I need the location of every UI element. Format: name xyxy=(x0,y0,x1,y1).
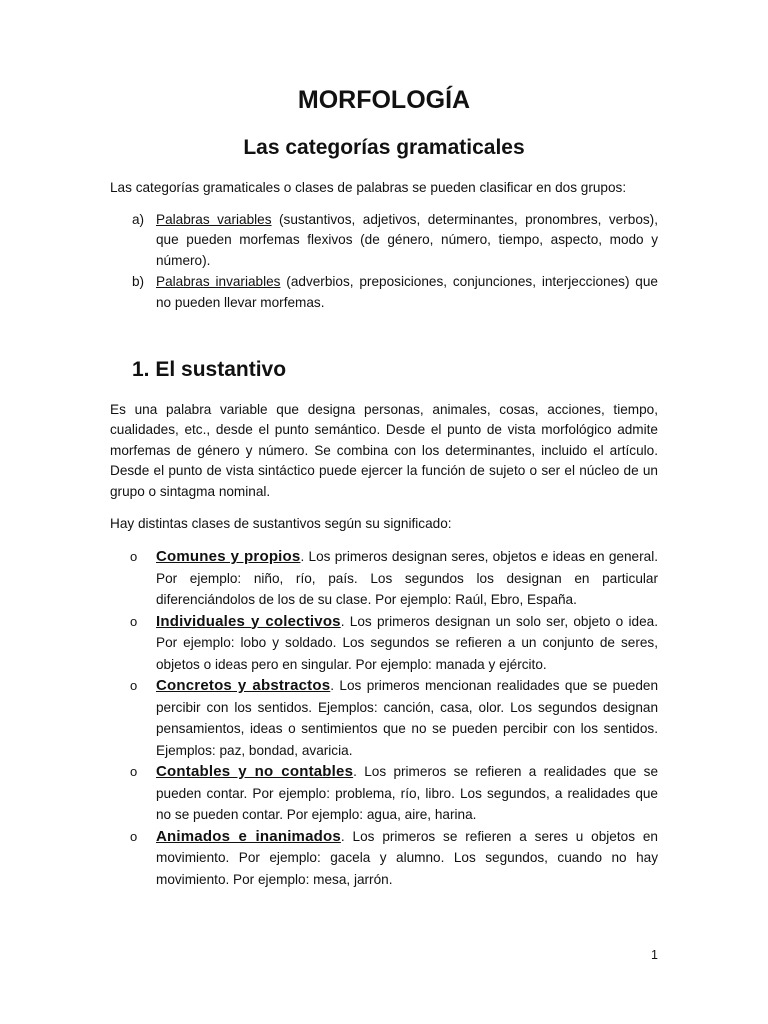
definition-paragraph: Es una palabra variable que designa personas, animales, cosas, acciones, tiempo, cualidades, etc., desde el punto semántico. Desde el punto de vista morfológico admite morfemas de género y número. Se combina con los determinantes, incluido el artículo. Desde el punto de vista sintáctico puede ejercer la función de sujeto o ser el núcleo de un grupo o sintagma nominal. xyxy=(110,402,658,499)
circle-bullet-icon: o xyxy=(130,613,138,629)
circle-bullet-icon: o xyxy=(130,678,138,693)
group-description: (adverbios, preposiciones, conjunciones, interjecciones) que no pueden llevar morfemas. xyxy=(156,274,658,310)
classes-intro: Hay distintas clases de sustantivos según su significado: xyxy=(110,516,452,531)
group-term: Palabras invariables xyxy=(156,274,281,290)
circle-bullet-icon: o xyxy=(130,764,138,779)
list-item xyxy=(110,761,658,826)
class-term: Contables y no contables xyxy=(156,763,354,780)
class-term: Animados e inanimados xyxy=(156,827,341,845)
class-description: . Los primeros se refieren a realidades que se pueden contar. Por ejemplo: problema, río, libro. Los segundos, a realidades que no se pueden contar. Por ejemplo: agua, aire, harina. xyxy=(156,764,658,822)
page-subtitle: Las categorías gramaticales xyxy=(243,136,525,159)
class-description: . Los primeros se refieren a seres u objetos en movimiento. Por ejemplo: gacela y alumno. Los segundos, cuando no hay movimiento. Por ejemplo: mesa, jarrón. xyxy=(156,828,658,887)
list-item xyxy=(110,210,658,271)
noun-classes-list xyxy=(110,546,658,890)
class-description: . Los primeros designan seres, objetos e ideas en general. Por ejemplo: niño, río, país. Los segundos los designan en particular diferenciándolos de los de su clase. Por ejemplo: Raúl, Ebro, España. xyxy=(156,549,658,607)
circle-bullet-icon: o xyxy=(130,828,138,844)
list-item xyxy=(110,272,658,313)
class-description: . Los primeros designan un solo ser, objeto o idea. Por ejemplo: lobo y soldado. Los segundos se refieren a un conjunto de seres, objetos o ideas pero en singular. Por ejemplo: manada y ejército. xyxy=(156,613,658,672)
group-description: (sustantivos, adjetivos, determinantes, pronombres, verbos), que pueden morfemas flexivos (de género, número, tiempo, aspecto, modo y número). xyxy=(156,212,658,268)
word-groups-list xyxy=(110,210,658,314)
list-marker: a) xyxy=(132,212,145,227)
class-term: Individuales y colectivos xyxy=(156,612,341,630)
section-heading: 1. El sustantivo xyxy=(132,358,287,381)
intro-paragraph: Las categorías gramaticales o clases de palabras se pueden clasificar en dos grupos: xyxy=(110,180,627,195)
page-number: 1 xyxy=(651,948,658,962)
list-item xyxy=(110,826,658,891)
page-title: MORFOLOGÍA xyxy=(297,86,471,114)
list-item xyxy=(110,675,658,761)
class-term: Comunes y propios xyxy=(156,548,301,565)
list-marker: b) xyxy=(132,274,145,290)
group-term: Palabras variables xyxy=(156,212,272,227)
list-item xyxy=(110,546,658,611)
circle-bullet-icon: o xyxy=(130,549,138,564)
list-item xyxy=(110,611,658,676)
class-term: Concretos y abstractos xyxy=(156,677,331,694)
class-description: . Los primeros mencionan realidades que se pueden percibir con los sentidos. Ejemplos: canción, casa, olor. Los segundos designan pensamientos, ideas o sentimientos que no se pueden percibir con los sentidos. Ejemplos: paz, bondad, avaricia. xyxy=(156,678,659,758)
